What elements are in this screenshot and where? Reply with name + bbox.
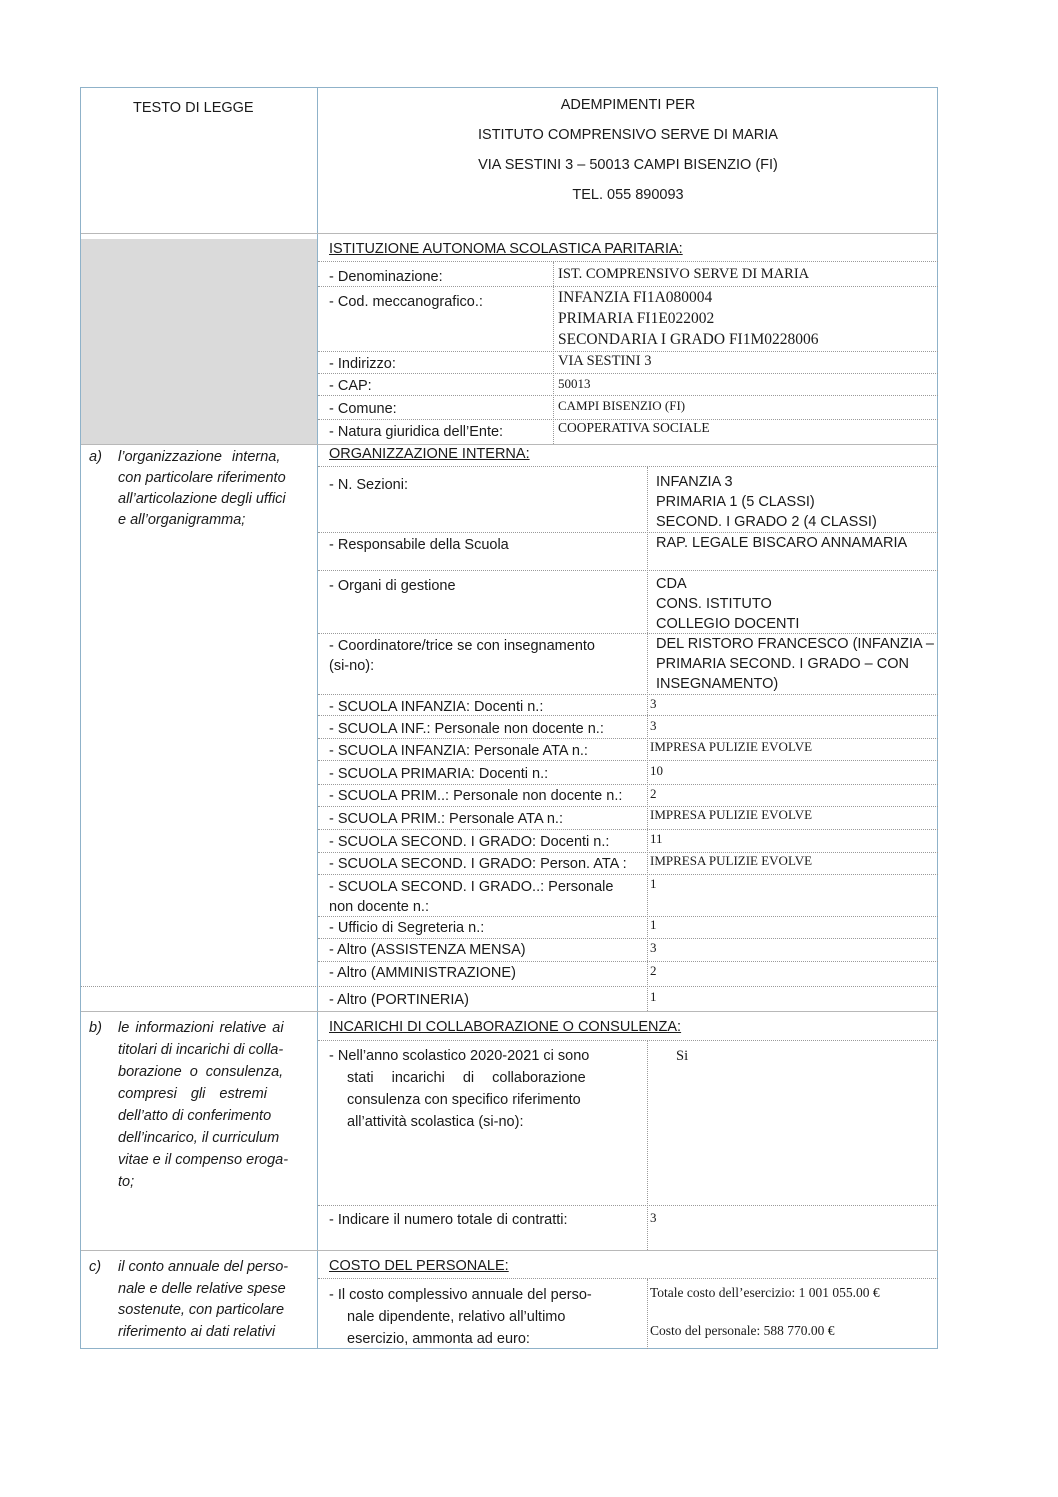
section-b-letter: b) [89,1020,102,1036]
sezioni-value-1: INFANZIA 3 [656,474,733,490]
section-b-line-6: dell’incarico, il curriculum [118,1130,280,1146]
segreteria-value: 1 [650,917,657,932]
indirizzo-value: VIA SESTINI 3 [558,353,652,369]
secondaria-docenti-value: 11 [650,831,663,846]
mensa-value: 3 [650,940,657,955]
codice-label: - Cod. meccanografico.: [329,294,483,310]
dotted-rule [318,784,938,785]
infanzia-nondocente-label: - SCUOLA INF.: Personale non docente n.: [329,721,604,737]
header-line-3: VIA SESTINI 3 – 50013 CAMPI BISENZIO (FI) [478,157,778,173]
row-divider [81,233,938,234]
amministrazione-value: 2 [650,963,657,978]
section-a-line-4: e all’organigramma; [118,512,246,528]
dotted-divider [553,262,554,444]
section-b-line-3: borazione o consulenza, [118,1064,284,1080]
shaded-cell [81,239,317,444]
section-a-line-3: all’articolazione degli uffici [118,491,286,507]
dotted-rule [318,466,938,467]
organizzazione-heading: ORGANIZZAZIONE INTERNA: [329,446,530,462]
costo-label-1: - Il costo complessivo annuale del perso- [329,1287,592,1303]
section-c-letter: c) [89,1259,102,1275]
coordinatore-value-1: DEL RISTORO FRANCESCO (INFANZIA – [656,636,934,652]
dotted-rule [318,938,938,939]
section-b-line-4: compresi gli estremi [118,1086,267,1102]
secondaria-nondocente-label-2: non docente n.: [329,899,429,915]
coordinatore-label-1: - Coordinatore/trice se con insegnamento [329,638,595,654]
dotted-rule [318,1040,938,1041]
secondaria-nondocente-value: 1 [650,876,657,891]
dotted-rule [318,852,938,853]
primaria-nondocente-value: 2 [650,786,657,801]
section-c-line-2: nale e delle relative spese [118,1281,286,1297]
incarichi-question-3: consulenza con specifico riferimento [347,1092,581,1108]
organi-value-1: CDA [656,576,687,592]
dotted-rule [318,916,938,917]
dotted-rule [318,806,938,807]
costo-totale: Totale costo dell’esercizio: 1 001 055.00 € [650,1285,880,1300]
primaria-nondocente-label: - SCUOLA PRIM..: Personale non docente n.: [329,788,623,804]
coordinatore-value-3: INSEGNAMENTO) [656,676,779,692]
section-a-line-2: con particolare riferimento [118,470,286,486]
dotted-rule [318,694,938,695]
secondaria-docenti-label: - SCUOLA SECOND. I GRADO: Docenti n.: [329,834,610,850]
dotted-rule [318,570,938,571]
left-column-title: TESTO DI LEGGE [133,100,254,116]
infanzia-docenti-value: 3 [650,696,657,711]
comune-value: CAMPI BISENZIO (FI) [558,398,686,413]
dotted-rule [318,829,938,830]
header-line-2: ISTITUTO COMPRENSIVO SERVE DI MARIA [478,127,778,143]
incarichi-question-1: - Nell’anno scolastico 2020-2021 ci sono [329,1048,590,1064]
costo-personale: Costo del personale: 588 770.00 € [650,1323,835,1338]
sezioni-label: - N. Sezioni: [329,477,408,493]
portineria-value: 1 [650,989,657,1004]
incarichi-answer: Si [676,1048,689,1064]
sezioni-value-2: PRIMARIA 1 (5 CLASSI) [656,494,815,510]
denominazione-label: - Denominazione: [329,269,443,285]
row-divider [81,1250,938,1251]
primaria-ata-value: IMPRESA PULIZIE EVOLVE [650,807,813,822]
section-c-line-4: riferimento ai dati relativi [118,1324,276,1340]
mensa-label: - Altro (ASSISTENZA MENSA) [329,942,526,958]
natura-value: COOPERATIVA SOCIALE [558,420,710,435]
dotted-rule [318,715,938,716]
section-b-line-5: dell’atto di conferimento [118,1108,272,1124]
cap-value: 50013 [558,376,591,391]
dotted-rule [318,286,938,287]
infanzia-ata-value: IMPRESA PULIZIE EVOLVE [650,739,813,754]
portineria-label: - Altro (PORTINERIA) [329,992,469,1008]
organi-value-2: CONS. ISTITUTO [656,596,772,612]
dotted-rule [318,1205,938,1206]
infanzia-docenti-label: - SCUOLA INFANZIA: Docenti n.: [329,699,544,715]
comune-label: - Comune: [329,401,397,417]
section-a-letter: a) [89,449,102,465]
dotted-rule [318,874,938,875]
responsabile-label: - Responsabile della Scuola [329,537,509,553]
secondaria-ata-value: IMPRESA PULIZIE EVOLVE [650,853,813,868]
incarichi-question-4: all’attività scolastica (si-no): [347,1114,524,1130]
codice-infanzia: INFANZIA FI1A080004 [558,289,713,306]
section-b-line-2: titolari di incarichi di colla- [118,1042,284,1058]
organi-label: - Organi di gestione [329,578,456,594]
primaria-docenti-value: 10 [650,763,663,778]
header-line-4: TEL. 055 890093 [572,187,684,203]
contratti-label: - Indicare il numero totale di contratti: [329,1212,568,1228]
dotted-rule [318,1278,938,1279]
coordinatore-label-2: (si-no): [329,658,375,674]
responsabile-value: RAP. LEGALE BISCARO ANNAMARIA [656,535,908,551]
infanzia-nondocente-value: 3 [650,718,657,733]
primaria-ata-label: - SCUOLA PRIM.: Personale ATA n.: [329,811,563,827]
secondaria-ata-label: - SCUOLA SECOND. I GRADO: Person. ATA : [329,856,627,872]
incarichi-question-2: stati incarichi di collaborazione [347,1070,586,1086]
infanzia-ata-label: - SCUOLA INFANZIA: Personale ATA n.: [329,743,588,759]
dotted-rule [81,986,938,987]
section-b-line-8: to; [118,1174,135,1190]
dotted-rule [318,738,938,739]
segreteria-label: - Ufficio di Segreteria n.: [329,920,485,936]
section-c-line-3: sostenute, con particolare [118,1302,285,1318]
costo-label-3: esercizio, ammonta ad euro: [347,1331,530,1347]
natura-label: - Natura giuridica dell’Ente: [329,424,504,440]
codice-primaria: PRIMARIA FI1E022002 [558,310,715,327]
dotted-rule [318,961,938,962]
section-a-line-1: l’organizzazione interna, [118,449,281,465]
indirizzo-label: - Indirizzo: [329,356,396,372]
section-b-line-7: vitae e il compenso eroga- [118,1152,289,1168]
amministrazione-label: - Altro (AMMINISTRAZIONE) [329,965,516,981]
secondaria-nondocente-label-1: - SCUOLA SECOND. I GRADO..: Personale [329,879,614,895]
contratti-value: 3 [650,1210,657,1225]
istituzione-heading: ISTITUZIONE AUTONOMA SCOLASTICA PARITARIA: [329,241,683,257]
section-c-line-1: il conto annuale del perso- [118,1259,289,1275]
codice-secondaria: SECONDARIA I GRADO FI1M0228006 [558,331,819,348]
dotted-divider [647,1041,648,1250]
dotted-rule [318,261,938,262]
denominazione-value: IST. COMPRENSIVO SERVE DI MARIA [558,266,810,282]
costo-label-2: nale dipendente, relativo all’ultimo [347,1309,566,1325]
coordinatore-value-2: PRIMARIA SECOND. I GRADO – CON [656,656,909,672]
column-divider [317,87,318,1349]
sezioni-value-3: SECOND. I GRADO 2 (4 CLASSI) [656,514,877,530]
dotted-divider [647,1279,648,1349]
section-b-line-1: le informazioni relative ai [118,1020,284,1036]
dotted-rule [318,760,938,761]
primaria-docenti-label: - SCUOLA PRIMARIA: Docenti n.: [329,766,549,782]
dotted-rule [318,373,938,374]
organi-value-3: COLLEGIO DOCENTI [656,616,800,632]
row-divider [81,1011,938,1012]
cap-label: - CAP: [329,378,372,394]
incarichi-heading: INCARICHI DI COLLABORAZIONE O CONSULENZA: [329,1019,682,1035]
header-line-1: ADEMPIMENTI PER [560,97,696,113]
dotted-divider [647,467,648,1011]
costo-heading: COSTO DEL PERSONALE: [329,1258,509,1274]
